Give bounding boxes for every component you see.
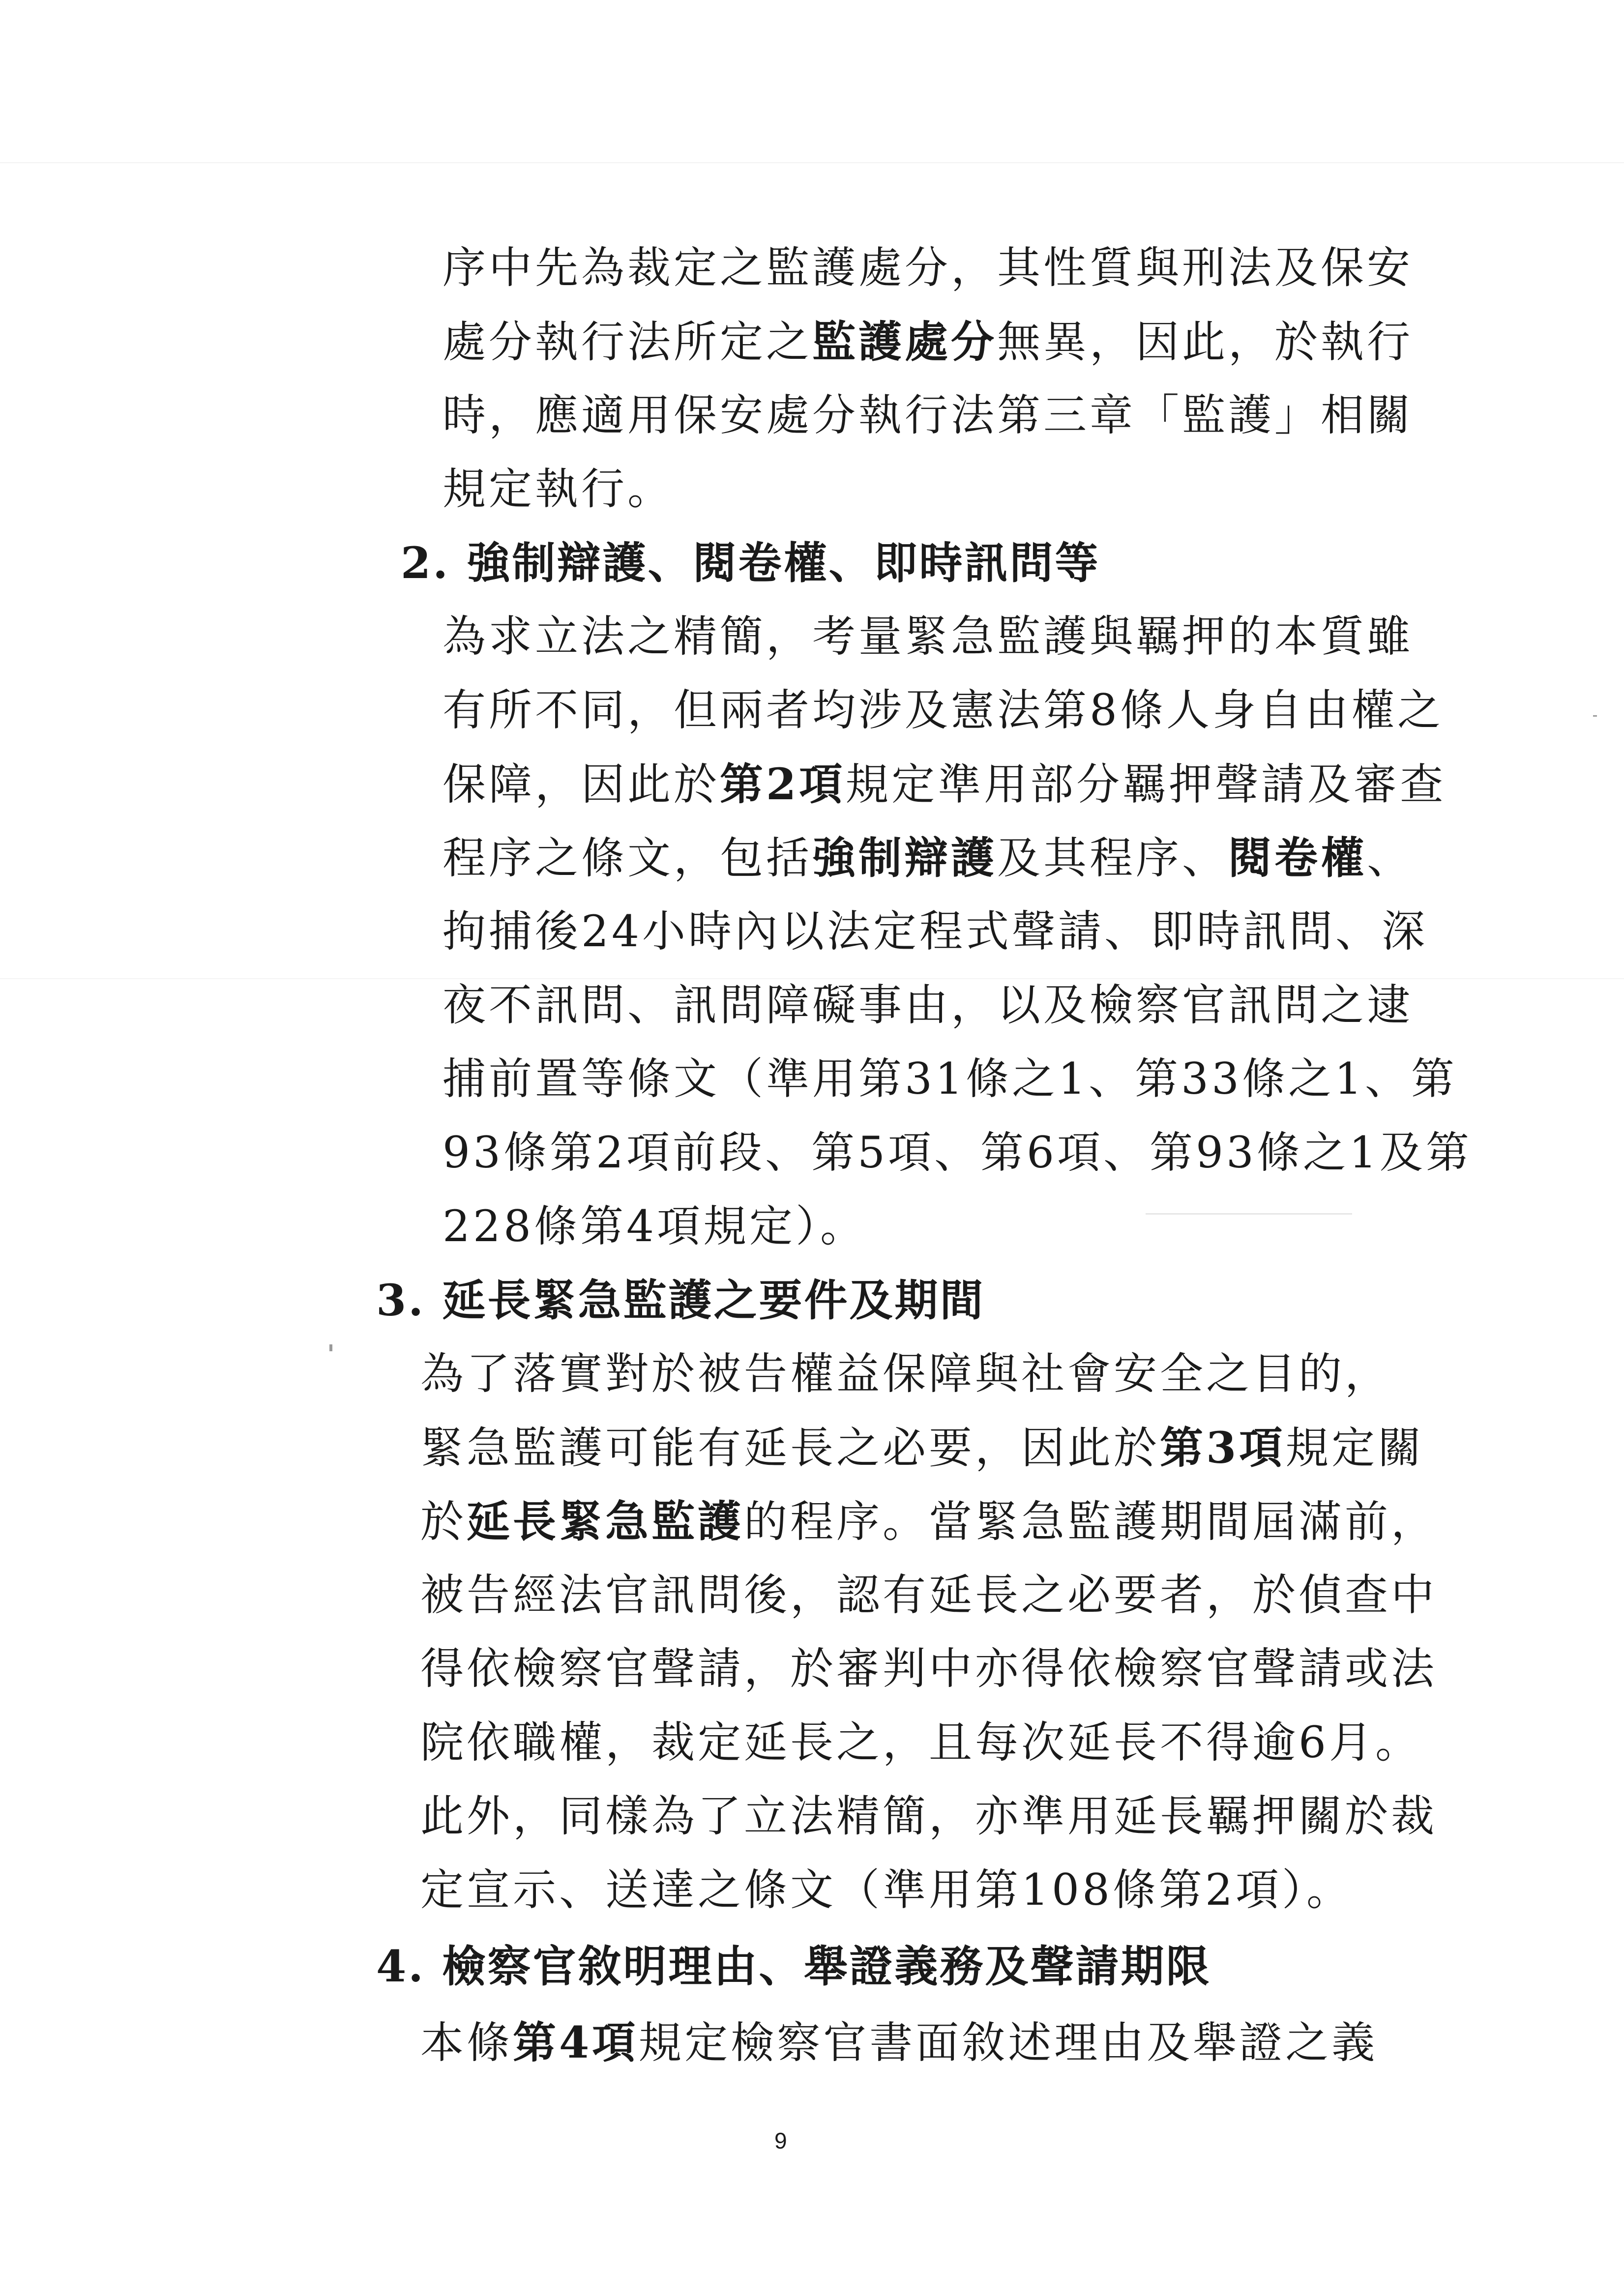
body-line <box>443 1199 866 1253</box>
text-run: 拘捕後24小時內以法定程式聲請、即時訊問、深 <box>443 906 1428 957</box>
body-line <box>420 2015 1378 2070</box>
body-line <box>420 1568 1437 1622</box>
text-run: 於 <box>420 1496 467 1547</box>
body-line <box>420 1642 1437 1696</box>
body-line <box>443 978 1413 1032</box>
text-run: 院依職權，裁定延長之，且每次延長不得逾6月。 <box>420 1717 1421 1768</box>
bold-text-run: 第2項 <box>720 758 846 810</box>
text-run: 的程序。當緊急監護期間屆滿前， <box>744 1496 1438 1547</box>
section-heading: 3. 延長緊急監護之要件及期間 <box>376 1275 985 1326</box>
body-line <box>443 1126 1472 1180</box>
page-number: 9 <box>774 2128 787 2153</box>
text-run: 規定準用部分羈押聲請及審查 <box>845 759 1447 810</box>
body-line <box>420 1715 1421 1770</box>
scan-artifact <box>0 978 1624 979</box>
text-run: 及其程序、 <box>997 833 1229 883</box>
body-line <box>443 1052 1457 1106</box>
text-run: 此外，同樣為了立法精簡，亦準用延長羈押關於裁 <box>420 1791 1438 1841</box>
body-line <box>443 388 1413 442</box>
text-run: 規定關 <box>1285 1423 1424 1473</box>
text-run: 無異，因此，於執行 <box>997 317 1414 367</box>
body-line <box>443 904 1428 959</box>
bold-text-run: 強制辯護 <box>812 832 998 883</box>
text-run: 定宣示、送達之條文（準用第108條第2項）。 <box>420 1864 1353 1915</box>
text-run: 93條第2項前段、第5項、第6項、第93條之1及第 <box>443 1127 1472 1178</box>
bold-text-run: 第3項 <box>1160 1422 1286 1473</box>
body-line <box>443 831 1413 885</box>
text-run: 228條第4項規定）。 <box>443 1201 866 1251</box>
body-line <box>443 757 1446 812</box>
text-run: 時，應適用保安處分執行法第三章「監護」相關 <box>443 390 1414 440</box>
body-line <box>443 462 674 516</box>
body-line <box>420 1494 1437 1549</box>
text-run: 規定檢察官書面敘述理由及舉證之義 <box>638 2017 1378 2068</box>
body-line <box>443 610 1413 664</box>
text-run: 程序之條文，包括 <box>443 833 813 883</box>
scan-artifact <box>0 162 1624 163</box>
body-line <box>443 315 1413 369</box>
bold-text-run: 延長緊急監護 <box>467 1496 744 1547</box>
text-run: 處分執行法所定之 <box>443 317 813 367</box>
body-line <box>420 1347 1391 1401</box>
section-heading: 2. 強制辯護、閱卷權、即時訊問等 <box>401 537 1100 588</box>
text-run: 有所不同，但兩者均涉及憲法第8條人身自由權之 <box>443 685 1444 735</box>
bold-text-run: 閱卷權 <box>1228 832 1367 883</box>
text-run: 捕前置等條文（準用第31條之1、第33條之1、第 <box>443 1053 1457 1104</box>
body-line <box>420 1421 1424 1475</box>
bold-text-run: 監護處分 <box>812 316 998 367</box>
scan-artifact <box>1593 715 1597 717</box>
scan-artifact <box>329 1344 332 1351</box>
text-run: 序中先為裁定之監護處分，其性質與刑法及保安 <box>443 242 1414 293</box>
text-run: 得依檢察官聲請，於審判中亦得依檢察官聲請或法 <box>420 1643 1438 1694</box>
text-run: 規定執行。 <box>443 464 674 514</box>
text-run: 保障，因此於 <box>443 759 720 810</box>
text-run: 為了落實對於被告權益保障與社會安全之目的， <box>420 1348 1391 1399</box>
text-run: 本條 <box>420 2017 513 2068</box>
body-line <box>443 241 1413 295</box>
text-run: 緊急監護可能有延長之必要，因此於 <box>420 1423 1160 1473</box>
body-line <box>443 683 1444 737</box>
scan-artifact <box>1146 1213 1352 1215</box>
bold-text-run: 第4項 <box>513 2017 639 2068</box>
body-line <box>420 1789 1437 1843</box>
text-run: 被告經法官訊問後，認有延長之必要者，於偵查中 <box>420 1569 1438 1620</box>
text-run: 夜不訊問、訊問障礙事由，以及檢察官訊問之逮 <box>443 980 1414 1030</box>
text-run: 為求立法之精簡，考量緊急監護與羈押的本質雖 <box>443 611 1414 662</box>
text-run: 、 <box>1367 833 1414 883</box>
section-heading: 4. 檢察官敘明理由、舉證義務及聲請期限 <box>376 1941 1211 1992</box>
body-line <box>420 1863 1353 1917</box>
